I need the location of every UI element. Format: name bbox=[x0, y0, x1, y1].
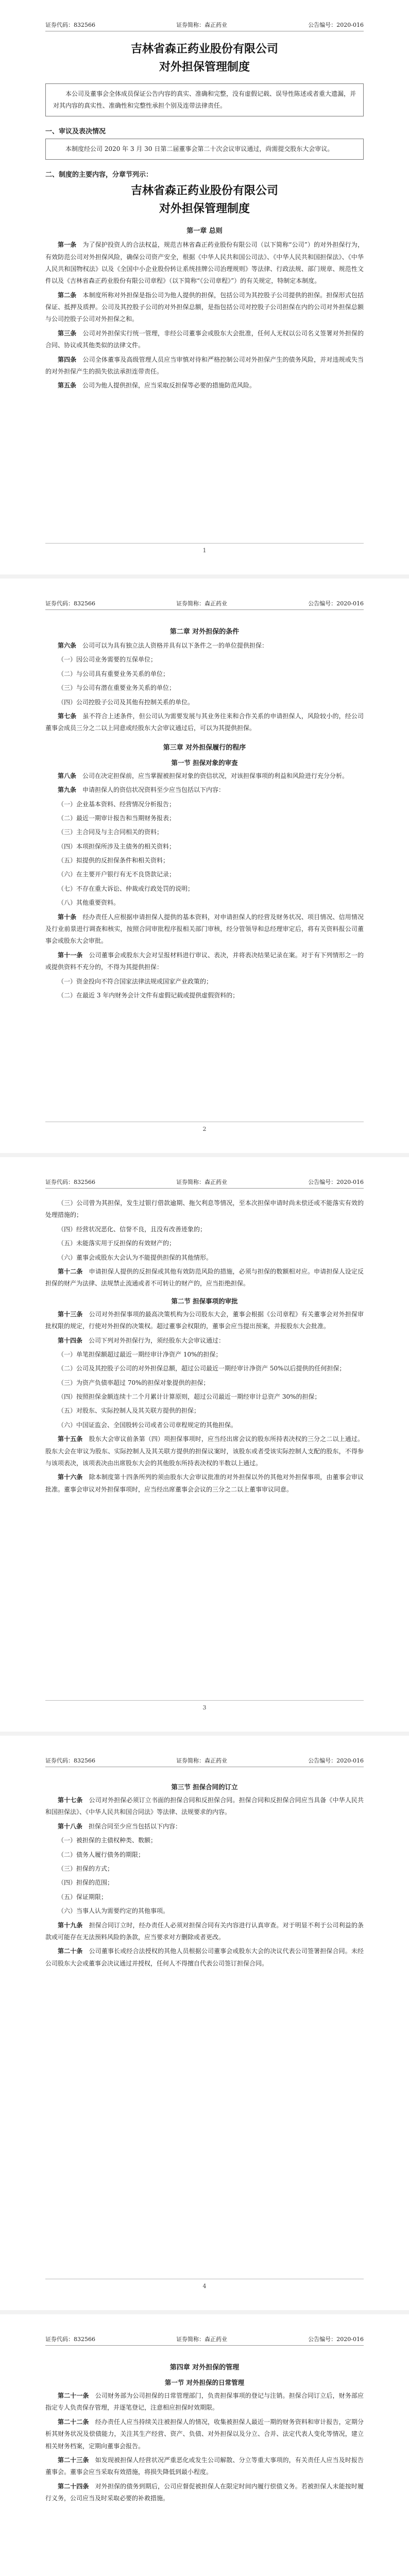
article-paragraph: 第二十一条 公司财务部为公司担保的日常管理部门，负责担保事项的登记与注销。担保合同订立后，财务部应指定专人负责保存管理，并逐笔登记，注意相应担保时效期限。 bbox=[45, 2392, 364, 2412]
article-paragraph: 第二十三条 如发现被担保人经营状况严重恶化或发生公司解散、分立等重大事项的，有关责任人应当及时报告董事会。董事会应当采取有效措施，将损失降低到最小程度。 bbox=[45, 2456, 364, 2476]
section-1-text: 本制度经公司 2020 年 3 月 30 日第二届董事会第二十次会议审议通过，尚需提交股东大会审议。 bbox=[45, 139, 364, 160]
article-paragraph: 第五条 公司为他人提供担保，应当采取反担保等必要的措施防范风险。 bbox=[58, 382, 256, 389]
header-announce-no: 公告编号：2020-016 bbox=[308, 1757, 364, 1764]
header-announce-no: 公告编号：2020-016 bbox=[308, 600, 364, 607]
article-paragraph: 第十七条 公司对外担保必须订立书面的担保合同和反担保合同。担保合同和反担保合同应当具备《中华人民共和国担保法》、《中华人民共和国合同法》等法律、法规要求的内容。 bbox=[45, 1797, 364, 1816]
article-paragraph: （四）本项担保所涉及主债务的相关资料； bbox=[58, 842, 176, 850]
section-1-title: 一、审议及表决情况 bbox=[45, 127, 106, 135]
article-paragraph: 第十三条 公司对外担保事项的最高决策机构为公司股东大会，董事会根据《公司章程》有关董事会对外担保审批权限的规定，行使对外担保的决策权。超过董事会权限的，董事会应当提出预案，并报股东大会批准。 bbox=[45, 1310, 364, 1330]
article-paragraph: （五）拟提供的反担保条件和相关资料； bbox=[58, 857, 169, 865]
page-header bbox=[45, 1756, 364, 1767]
chapter-title: 第三章 对外担保履行的程序 bbox=[163, 743, 246, 752]
page-3 bbox=[0, 1157, 409, 1732]
company-title: 吉林省森正药业股份有限公司 bbox=[130, 42, 278, 56]
article-paragraph: （二）最近一期审计报告和当期财务报表； bbox=[58, 814, 176, 822]
article-paragraph: （二）在最近 3 年内财务会计文件有虚假记载或提供虚假资料的； bbox=[58, 991, 239, 999]
article-paragraph: 第十八条 担保合同至少应当包括以下内容： bbox=[58, 1822, 182, 1830]
article-paragraph: （三）担保的方式； bbox=[58, 1865, 114, 1872]
page-number: 1 bbox=[202, 547, 207, 554]
article-paragraph: 第十条 经办责任人应根据申请担保人提供的基本资料，对申请担保人的经营及财务状况、项目情况、信用情况及行业前景进行调查和核实，按照合同审批程序报相关部门审核，经分管领导和总经理审定后，将有关资料报公司董事会或股东大会审批。 bbox=[45, 913, 364, 945]
section-subtitle: 第二节 担保事项的审批 bbox=[171, 1297, 238, 1305]
article-paragraph: （六）当事人认为需要约定的其他事项。 bbox=[58, 1907, 169, 1915]
article-paragraph: （三）为资产负债率超过 70%的担保对象提供的担保； bbox=[58, 1379, 210, 1386]
notice-box: 本公司及董事会全体成员保证公告内容的真实、准确和完整，没有虚假记载、误导性陈述或者重大遗漏，并对其内容的真实性、准确性和完整性承担个别及连带法律责任。 bbox=[45, 83, 364, 116]
section-subtitle: 第三节 担保合同的订立 bbox=[171, 1783, 238, 1791]
chapter-title: 第四章 对外担保的管理 bbox=[169, 2364, 240, 2371]
article-paragraph: （一）单笔担保额超过最近一期经审计净资产 10%的担保； bbox=[58, 1350, 222, 1358]
article-paragraph: （五）未能落实用于反担保的有效财产的； bbox=[58, 1240, 176, 1247]
article-paragraph: 第十四条 公司下列对外担保行为，须经股东大会审议通过： bbox=[58, 1336, 225, 1344]
page-1 bbox=[0, 0, 409, 574]
article-paragraph: 第十六条 除本制度第十四条所列的须由股东大会审议批准的对外担保以外的其他对外担保事项，由董事会审议批准。董事会审议对外担保事项时，应当经出席董事会会议的三分之二以上董事审议同意。 bbox=[45, 1473, 364, 1493]
article-paragraph: （八）其他重要资料。 bbox=[58, 899, 120, 907]
header-code: 证券代码：832566 bbox=[45, 600, 95, 607]
page-5 bbox=[0, 2314, 409, 2576]
article-paragraph: 第二十条 公司董事长或经合法授权的其他人员根据公司董事会或股东大会的决议代表公司签署担保合同。未经公司股东大会或董事会决议通过并授权，任何人不得擅自代表公司签订担保合同。 bbox=[45, 1947, 364, 1967]
article-paragraph: （二）债务人履行债务的期限； bbox=[58, 1851, 145, 1858]
article-paragraph: （六）中国证监会、全国股转公司或者公司章程规定的其他担保。 bbox=[58, 1421, 237, 1429]
page-2 bbox=[0, 579, 409, 1153]
header-announce-no: 公告编号：2020-016 bbox=[308, 1179, 364, 1185]
section-2-company: 吉林省森正药业股份有限公司 bbox=[130, 183, 278, 197]
chapter-title: 第二章 对外担保的条件 bbox=[169, 628, 240, 636]
article-paragraph: （六）在主要开户银行有无不良贷款记录； bbox=[58, 871, 176, 878]
page-content bbox=[45, 1197, 364, 1498]
header-code: 证券代码：832566 bbox=[45, 1757, 95, 1764]
page-number: 3 bbox=[202, 1704, 207, 1711]
page-footer-rule bbox=[45, 543, 364, 544]
section-2-doc: 对外担保管理制度 bbox=[159, 201, 250, 215]
article-paragraph: （一）企业基本资料、经营情况分析报告； bbox=[58, 800, 176, 808]
article-paragraph: （二）公司及其控股子公司的对外担保总额，超过公司最近一期经审计净资产 50%以后提供的任何担保； bbox=[58, 1365, 346, 1372]
page-content bbox=[45, 1776, 364, 1972]
article-paragraph: （四）按照担保金额连续十二个月累计计算原则，超过公司最近一期经审计总资产 30%的担保； bbox=[58, 1393, 321, 1401]
article-paragraph: （三）与公司有潜在重要业务关系的单位； bbox=[58, 684, 176, 692]
article-paragraph: （五）对股东、实际控制人及其关联方提供的担保； bbox=[58, 1407, 200, 1415]
page-header bbox=[45, 1178, 364, 1189]
header-short-name: 证券简称：森正药业 bbox=[176, 22, 228, 28]
article-paragraph: （五）保证期限； bbox=[58, 1893, 108, 1901]
section-subtitle: 第一节 担保对象的审查 bbox=[171, 758, 238, 767]
page-number: 2 bbox=[202, 1126, 207, 1132]
article-paragraph: 第十九条 担保合同订立时，经办责任人必须对担保合同有关内容进行认真审查。对于明显不利于公司利益的条款或可能存在无法预料风险的条款，应当要求对方删除或者更改。 bbox=[45, 1921, 364, 1941]
article-paragraph: （四）经营状况恶化、信誉不良，且没有改善迹象的； bbox=[58, 1225, 207, 1233]
chapter-title: 第一章 总则 bbox=[186, 227, 223, 235]
article-paragraph: 第四条 公司全体董事及高级管理人员应当审慎对待和严格控制公司对外担保产生的债务风险，并对违规或失当的对外担保产生的损失依法承担连带责任。 bbox=[45, 355, 364, 376]
page-content bbox=[45, 2354, 364, 2507]
header-announce-no: 公告编号：2020-016 bbox=[308, 2336, 364, 2343]
article-paragraph: 第一条 为了保护投资人的合法权益，规范吉林省森正药业股份有限公司（以下简称“公司”）的对外担保行为，有效防范公司对外担保风险，确保公司资产安全，根据《中华人民共和国公司法》、《中华人民共和国担保法》、《中华人民共和国物权法》以及《全国中小企业股份转让系统挂牌公司治理规则》等法律、行政法规、部门规章、规范性文件以及《吉林省森正药业股份有限公司章程》（以下简称“《公司章程》”）的有关规定，特制定本制度。 bbox=[45, 241, 364, 285]
article-paragraph: 第十五条 股东大会审议前条第（四）项担保事项时，应当经出席会议的股东所持表决权的三分之二以上通过。股东大会在审议为股东、实际控制人及其关联方提供的担保议案时，该股东或者受该实际控制人支配的股东，不得参与该项表决，该项表决由出席股东大会的其他股东所持表决权的半数以上通过。 bbox=[45, 1435, 364, 1467]
article-paragraph: 第二十四条 对外担保的债务到期后，公司应督促被担保人在限定时间内履行偿债义务。若被担保人未能按时履行义务，公司应当及时采取必要的补救措施。 bbox=[45, 2482, 364, 2502]
article-paragraph: 第六条 公司可以为具有独立法人资格并具有以下条件之一的单位提供担保： bbox=[58, 642, 268, 649]
header-code: 证券代码：832566 bbox=[45, 1179, 95, 1185]
header-code: 证券代码：832566 bbox=[45, 22, 95, 28]
header-short-name: 证券简称：森正药业 bbox=[176, 2336, 228, 2343]
article-paragraph: （一）被担保的主债权种类、数额； bbox=[58, 1837, 157, 1844]
article-paragraph: 第十一条 公司董事会或股东大会对呈报材料进行审议、表决，并将表决结果记录在案。对于有下列情形之一的或提供资料不充分的，不得为其提供担保： bbox=[45, 951, 364, 971]
article-paragraph: 第九条 申请担保人的资信状况资料至少应当包括以下内容： bbox=[58, 786, 225, 794]
page-header bbox=[45, 2335, 364, 2346]
article-paragraph: （三）公司曾为其担保，发生过银行借款逾期、拖欠利息等情况，至本次担保申请时尚未偿还或不能落实有效的处理措施的； bbox=[45, 1199, 364, 1219]
page-header bbox=[45, 599, 364, 610]
section-2-title: 二、制度的主要内容，分章节列示： bbox=[45, 171, 153, 179]
header-announce-no: 公告编号：2020-016 bbox=[308, 22, 364, 28]
article-paragraph: 第八条 公司在决定担保前，应当掌握被担保对象的资信状况，对该担保事项的利益和风险进行充分分析。 bbox=[58, 772, 349, 779]
doc-title: 对外担保管理制度 bbox=[159, 60, 250, 74]
article-paragraph: （三）主合同及与主合同相关的资料； bbox=[58, 828, 163, 836]
header-short-name: 证券简称：森正药业 bbox=[176, 1757, 228, 1764]
article-paragraph: （一）因公司业务需要的互保单位； bbox=[58, 656, 157, 664]
article-paragraph: （四）担保的范围； bbox=[58, 1879, 114, 1887]
article-paragraph: 第三条 公司对外担保实行统一管理，非经公司董事会或股东大会批准，任何人无权以公司名义签署对外担保的合同、协议或其他类似的法律文件。 bbox=[45, 329, 364, 349]
page-content bbox=[45, 40, 364, 394]
header-short-name: 证券简称：森正药业 bbox=[176, 1179, 228, 1185]
page-header bbox=[45, 21, 364, 31]
article-paragraph: 第七条 虽不符合上述条件，但公司认为需要发展与其业务往来和合作关系的申请担保人，风险较小的，经公司董事会成员三分之二以上同意或经股东大会审议通过后，可以为其提供担保。 bbox=[45, 712, 364, 732]
article-paragraph: （四）公司控股子公司及其他有控制关系的单位。 bbox=[58, 698, 194, 706]
article-paragraph: （一）资金投向不符合国家法律法规或国家产业政策的； bbox=[58, 977, 213, 985]
header-code: 证券代码：832566 bbox=[45, 2336, 95, 2343]
article-paragraph: （七）不存在重大诉讼、仲裁或行政处罚的说明； bbox=[58, 885, 194, 892]
page-footer-rule bbox=[45, 1700, 364, 1701]
article-paragraph: （二）与公司具有重要业务关系的单位； bbox=[58, 670, 169, 677]
article-paragraph: 第二条 本制度所称对外担保是指公司为他人提供的担保，包括公司为其控股子公司提供的担保。担保形式包括保证、抵押及质押。公司及其控股子公司的对外担保总额，是指包括公司对控股子公司担保在内的公司对外担保总额与公司控股子公司对外担保之和。 bbox=[45, 291, 364, 323]
article-paragraph: 第二十二条 经办责任人应当持续关注被担保人的情况，收集被担保人最近一期的财务资料和审计报告，定期分析其财务状况及偿债能力，关注其生产经营、资产、负债、对外担保以及分立、合并、法定代表人变化等情况，建立相关财务档案，定期向董事会报告。 bbox=[45, 2418, 364, 2450]
section-subtitle: 第一节 对外担保的日常管理 bbox=[164, 2379, 245, 2386]
article-paragraph: （六）董事会或股东大会认为不能提供担保的其他情形。 bbox=[58, 1253, 213, 1261]
article-paragraph: 第十二条 申请担保人提供的反担保或其他有效防范风险的措施，必须与担保的数额相对应。申请担保人设定反担保的财产为法律、法规禁止流通或者不可转让的财产的，应当拒绝担保。 bbox=[45, 1267, 364, 1287]
page-number: 4 bbox=[202, 2283, 207, 2290]
page-content bbox=[45, 619, 364, 1004]
page-4 bbox=[0, 1736, 409, 2310]
header-short-name: 证券简称：森正药业 bbox=[176, 600, 228, 607]
